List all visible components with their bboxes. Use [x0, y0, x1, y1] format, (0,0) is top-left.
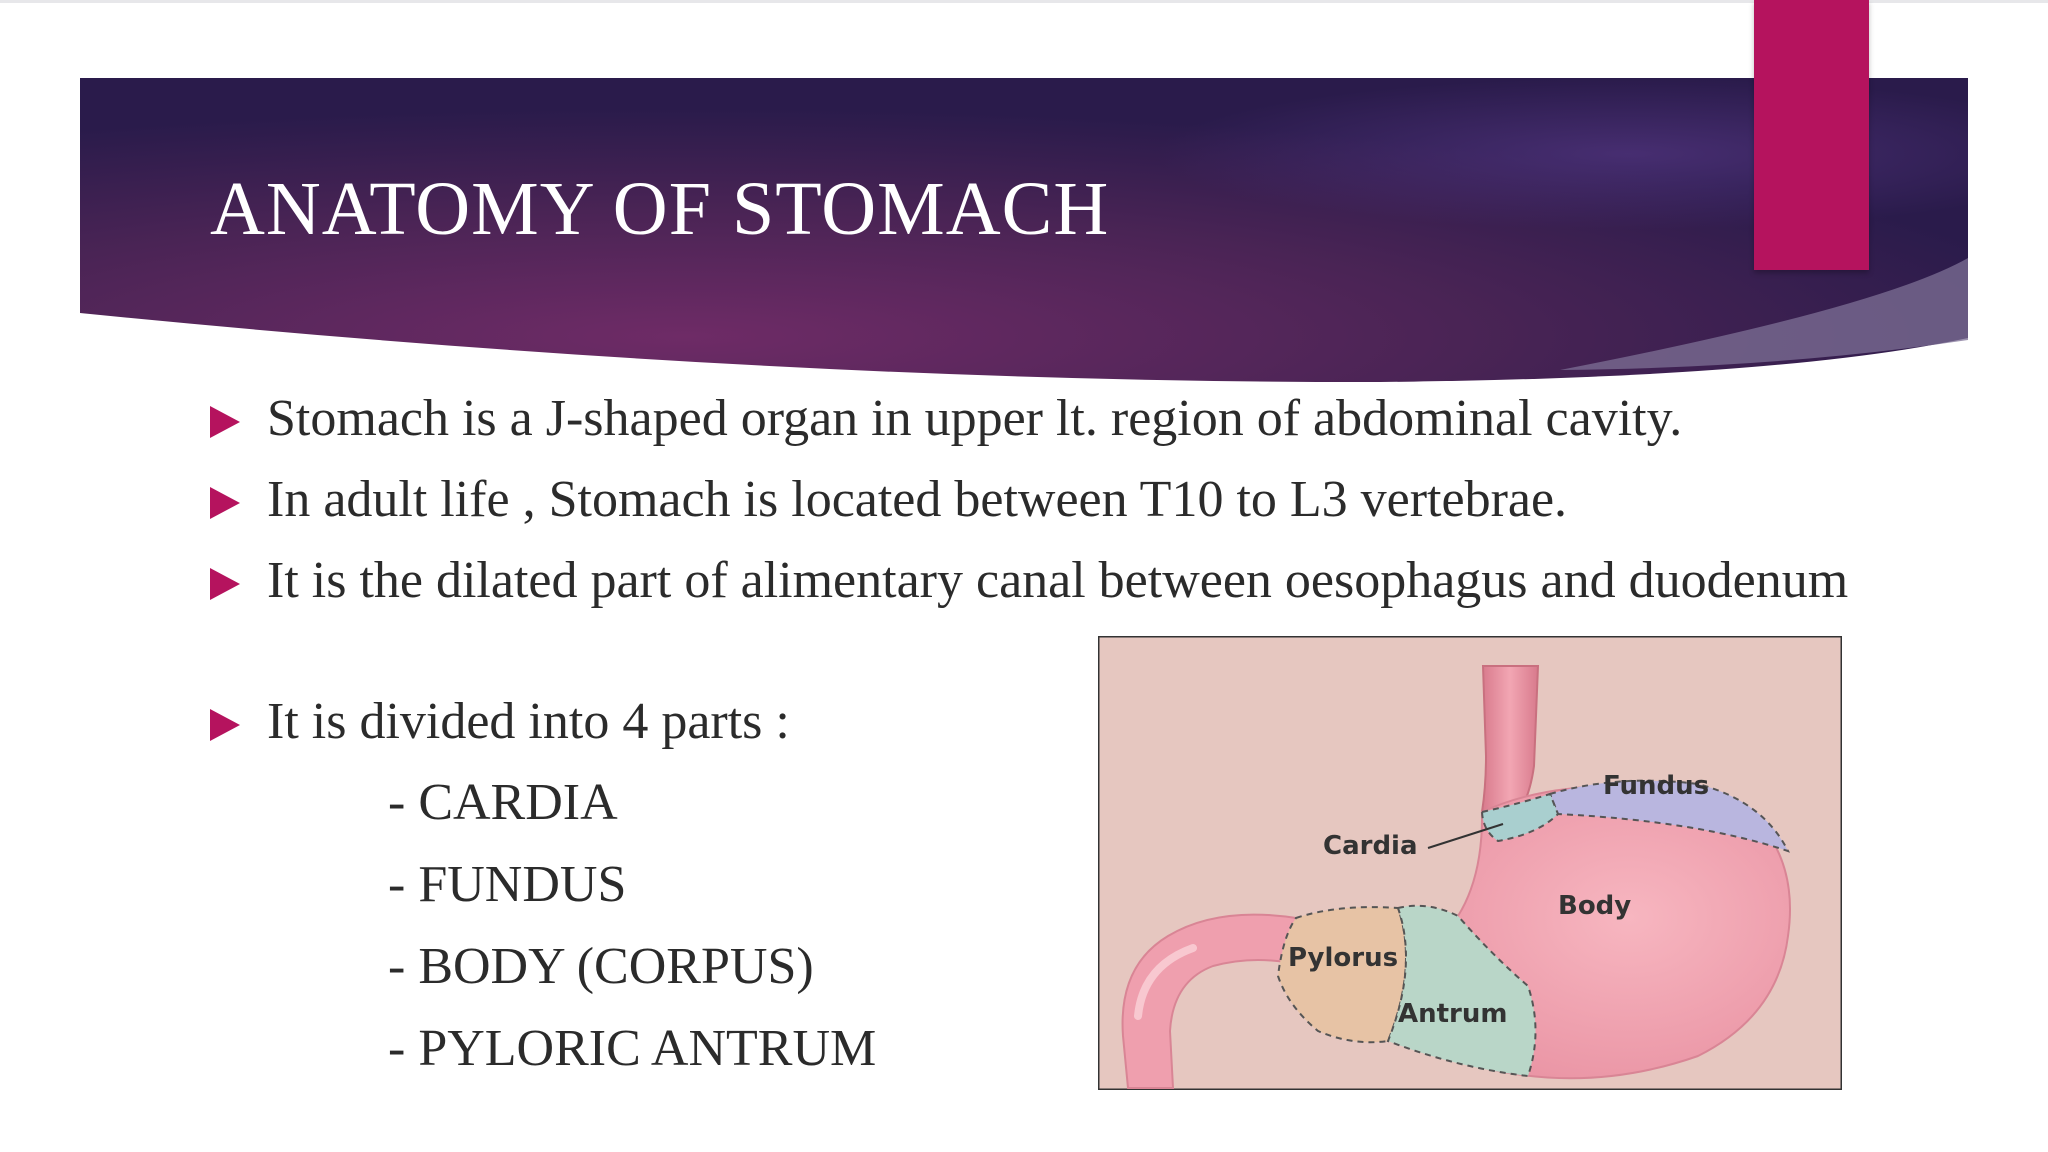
- triangle-bullet-icon: [210, 568, 240, 600]
- triangle-bullet-icon: [210, 487, 240, 519]
- bullet-text: Stomach is a J-shaped organ in upper lt. region of abdominal cavity.: [267, 390, 1683, 447]
- triangle-bullet-icon: [210, 406, 240, 438]
- part-pyloric-antrum: - PYLORIC ANTRUM: [388, 1020, 877, 1077]
- part-cardia: - CARDIA: [388, 774, 618, 831]
- slide-title: ANATOMY OF STOMACH: [210, 167, 1110, 251]
- stomach-diagram: [1098, 636, 1842, 1090]
- part-body: - BODY (CORPUS): [388, 938, 814, 995]
- accent-tab: [1754, 0, 1869, 270]
- part-fundus: - FUNDUS: [388, 856, 627, 913]
- label-cardia: Cardia: [1323, 831, 1418, 861]
- slide: [80, 78, 1968, 1152]
- bullet-text: In adult life , Stomach is located between T10 to L3 vertebrae.: [267, 471, 1568, 528]
- bullet-text: It is the dilated part of alimentary canal between oesophagus and duodenum: [267, 552, 1849, 609]
- bullet-text: It is divided into 4 parts :: [267, 693, 790, 750]
- label-antrum: Antrum: [1398, 999, 1508, 1029]
- label-body: Body: [1558, 891, 1632, 921]
- label-fundus: Fundus: [1603, 771, 1710, 801]
- label-pylorus: Pylorus: [1288, 943, 1399, 973]
- triangle-bullet-icon: [210, 709, 240, 741]
- top-border-line: [0, 0, 2048, 3]
